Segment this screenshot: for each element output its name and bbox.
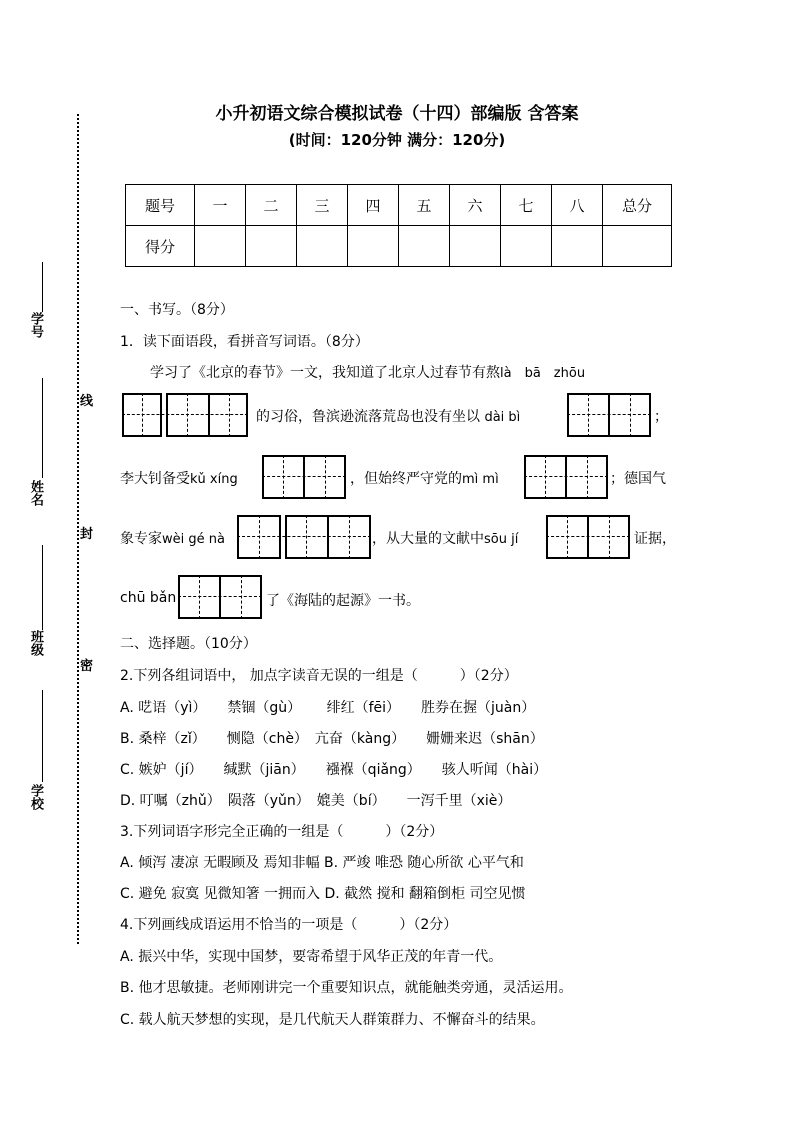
paragraph-text: ；	[654, 409, 668, 425]
option-text: D. 叮嘱（zhǔ） 陨落（yǔn） 媲美（bí） 一泻千里（xiè）	[120, 793, 512, 809]
paragraph-text: 象专家	[120, 531, 162, 547]
paragraph-text: ，从大量的文献中	[372, 531, 484, 547]
binding-dotted-line	[77, 114, 79, 944]
score-input-cell[interactable]	[348, 226, 399, 267]
score-table	[125, 184, 672, 267]
question-text: 3.下列词语字形完全正确的一组是（ ）（2分）	[120, 824, 444, 840]
table-cell: 六	[450, 185, 501, 226]
table-cell: 五	[399, 185, 450, 226]
option-text: A. 呓语（yì） 禁锢（gù） 绯红（fēi） 胜券在握（juàn）	[120, 700, 536, 716]
cut-mark: 密	[80, 659, 94, 674]
paragraph-text: 李大钊备受	[120, 471, 190, 487]
option-text: C. 载人航天梦想的实现，是几代航天人群策群力、不懈奋斗的结果。	[120, 1012, 545, 1028]
paragraph-text: 学习了《北京的春节》一文，我知道了北京人过春节有熬	[150, 365, 500, 381]
question-text: 1．读下面语段，看拼音写词语。（8分）	[120, 334, 369, 350]
score-input-cell[interactable]	[195, 226, 246, 267]
question-text: 2.下列各组词语中， 加点字读音无误的一组是（ ）（2分）	[120, 668, 518, 684]
score-input-cell[interactable]	[501, 226, 552, 267]
question-text: 4.下列画线成语运用不恰当的一项是（ ）（2分）	[120, 917, 458, 933]
paragraph-line	[372, 528, 518, 548]
paragraph-text: 的习俗，鲁滨逊流落荒岛也没有坐以	[256, 409, 480, 425]
writing-grid-kuxing[interactable]	[262, 455, 346, 499]
student-id-line[interactable]	[42, 262, 43, 312]
paragraph-line	[350, 468, 499, 488]
student-id-label: 学号	[28, 312, 43, 338]
option-text: C. 避免 寂寞 见微知箸 一拥而入 D. 截然 搅和 翻箱倒柜 司空见惯	[120, 886, 526, 902]
pinyin: sōu jí	[484, 532, 519, 547]
class-label: 班级	[28, 630, 43, 656]
cut-mark: 封	[80, 527, 94, 542]
section-heading: 二、选择题。（10分）	[120, 636, 257, 652]
page-subtitle: (时间：120分钟 满分：120分)	[288, 131, 506, 149]
writing-grid-laba[interactable]	[122, 393, 252, 437]
pinyin: là bā zhōu	[500, 366, 586, 381]
writing-grid-daibi[interactable]	[567, 393, 651, 437]
pinyin: dài bì	[484, 410, 521, 425]
option-text: C. 嫉妒（jí） 缄默（jiān） 襁褓（qiǎng） 骇人听闻（hài）	[120, 762, 548, 778]
pinyin: kǔ xíng	[190, 472, 238, 487]
paragraph-line	[120, 528, 225, 548]
paragraph-text: ，但始终严守党的	[350, 471, 462, 487]
score-input-cell[interactable]	[246, 226, 297, 267]
name-label: 姓名	[28, 480, 43, 506]
option-text: B. 桑梓（zǐ） 恻隐（chè） 亢奋（kàng） 姗姗来迟（shān）	[120, 731, 544, 747]
option-text: A. 振兴中华，实现中国梦，要寄希望于风华正茂的年青一代。	[120, 949, 503, 965]
name-line[interactable]	[42, 378, 43, 478]
score-table-score-row	[126, 226, 672, 267]
school-line[interactable]	[42, 690, 43, 782]
paragraph-line	[120, 468, 238, 488]
pinyin: wèi gé nà	[162, 532, 225, 547]
option-text: B. 他才思敏捷。老师刚讲完一个重要知识点，就能触类旁通，灵活运用。	[120, 980, 573, 996]
table-cell: 二	[246, 185, 297, 226]
score-table-header-row	[126, 185, 672, 226]
paragraph-text: 了《海陆的起源》一书。	[266, 593, 420, 609]
table-cell: 八	[552, 185, 603, 226]
writing-grid-souji[interactable]	[546, 515, 630, 559]
score-input-cell[interactable]	[399, 226, 450, 267]
table-cell: 四	[348, 185, 399, 226]
page-title: 小升初语文综合模拟试卷（十四）部编版 含答案	[215, 104, 579, 124]
score-input-cell[interactable]	[297, 226, 348, 267]
paragraph-line	[256, 406, 520, 426]
writing-grid-weigena[interactable]	[237, 515, 371, 559]
table-cell: 三	[297, 185, 348, 226]
paragraph-text: ；德国气	[610, 471, 666, 487]
writing-grid-chuban[interactable]	[178, 575, 262, 619]
writing-grid-mimi[interactable]	[524, 455, 608, 499]
table-cell: 题号	[126, 185, 195, 226]
paragraph-line	[150, 362, 585, 382]
section-heading: 一、书写。（8分）	[120, 302, 234, 318]
score-input-cell[interactable]	[603, 226, 672, 267]
pinyin: mì mì	[462, 472, 499, 487]
score-input-cell[interactable]	[450, 226, 501, 267]
class-line[interactable]	[42, 545, 43, 630]
pinyin: chū bǎn	[120, 590, 177, 606]
table-cell: 一	[195, 185, 246, 226]
table-cell: 七	[501, 185, 552, 226]
option-text: A. 倾泻 凄凉 无暇顾及 焉知非幅 B. 严竣 唯恐 随心所欲 心平气和	[120, 855, 524, 871]
cut-mark: 线	[80, 394, 94, 409]
score-input-cell[interactable]	[552, 226, 603, 267]
school-label: 学校	[28, 784, 43, 810]
paragraph-text: 证据，	[634, 531, 676, 547]
table-cell: 总分	[603, 185, 672, 226]
table-cell: 得分	[126, 226, 195, 267]
